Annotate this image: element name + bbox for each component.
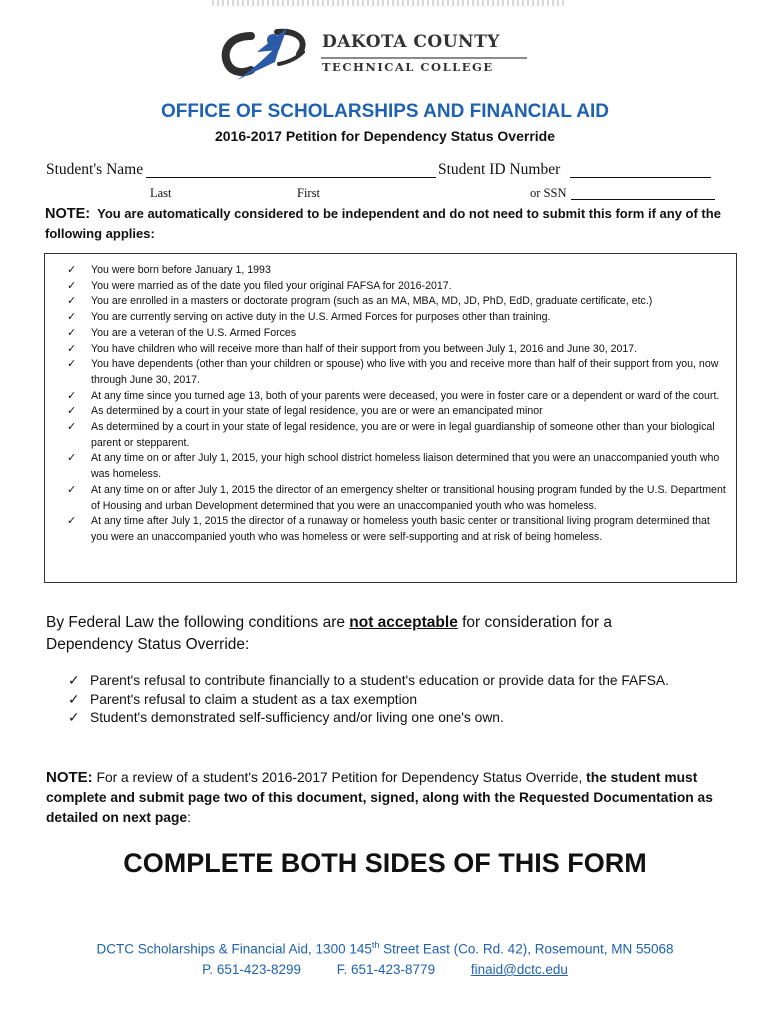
note2-bold-text: the student must complete and submit page two of this document, signed, along with the Requested Documentation as detailed on next page bbox=[46, 770, 713, 825]
note-text: You are automatically considered to be independent and do not need to submit this form if any of the following applies: bbox=[45, 206, 721, 241]
checkmark-icon: ✓ bbox=[67, 452, 77, 465]
footer-contacts bbox=[0, 962, 770, 977]
checkmark-icon: ✓ bbox=[67, 421, 77, 434]
criteria-item-text: You were married as of the date you filed your original FAFSA for 2016-2017. bbox=[91, 279, 452, 292]
criteria-item bbox=[67, 294, 729, 310]
address-superscript: th bbox=[371, 940, 380, 950]
student-name-field[interactable] bbox=[146, 177, 436, 178]
criteria-item-text: You are currently serving on active duty in the U.S. Armed Forces for purposes other than training. bbox=[91, 311, 551, 324]
college-logo bbox=[217, 24, 537, 88]
logo-text-line1: DAKOTA COUNTY bbox=[322, 32, 500, 52]
criteria-item bbox=[67, 326, 729, 342]
criteria-item bbox=[67, 483, 729, 514]
independence-criteria-box bbox=[44, 253, 737, 583]
checkmark-icon: ✓ bbox=[67, 279, 77, 292]
criteria-item-text: You are a veteran of the U.S. Armed Forces bbox=[91, 326, 297, 339]
checkmark-icon: ✓ bbox=[67, 358, 77, 371]
logo-divider bbox=[321, 57, 527, 59]
criteria-item bbox=[67, 404, 729, 420]
note2-text: For a review of a student's 2016-2017 Petition for Dependency Status Override, bbox=[96, 770, 587, 785]
student-name-label: Student's Name bbox=[46, 161, 144, 178]
criteria-item bbox=[67, 451, 729, 482]
footer-address bbox=[0, 940, 770, 957]
criteria-item bbox=[67, 389, 729, 405]
federal-text-start: By Federal Law the following conditions are bbox=[46, 614, 350, 631]
scan-top-edge bbox=[212, 0, 564, 6]
checkmark-icon: ✓ bbox=[67, 295, 77, 308]
condition-item bbox=[68, 691, 728, 710]
note2-end: : bbox=[187, 810, 191, 825]
criteria-item-text: You have children who will receive more than half of their support from you between July 1, 2016 and June 30, 2017. bbox=[91, 342, 638, 355]
unacceptable-conditions-list bbox=[68, 672, 728, 728]
address-start: DCTC Scholarships & Financial Aid, 1300 145 bbox=[96, 941, 372, 957]
criteria-item-text: As determined by a court in your state of legal residence, you are or were in legal guardianship of someone other than your biological parent or stepparent. bbox=[91, 421, 715, 449]
condition-item bbox=[68, 709, 728, 728]
complete-both-sides-banner: COMPLETE BOTH SIDES OF THIS FORM bbox=[123, 848, 647, 878]
criteria-item bbox=[67, 279, 729, 295]
checkmark-icon: ✓ bbox=[67, 311, 77, 324]
checkmark-icon: ✓ bbox=[67, 515, 77, 528]
checkmark-icon: ✓ bbox=[68, 691, 80, 707]
last-name-caption: Last bbox=[150, 186, 172, 200]
petition-title: 2016-2017 Petition for Dependency Status Override bbox=[214, 128, 555, 144]
criteria-item-text: You were born before January 1, 1993 bbox=[91, 264, 271, 276]
checkmark-icon: ✓ bbox=[67, 389, 77, 402]
checkmark-icon: ✓ bbox=[68, 710, 80, 726]
checkmark-icon: ✓ bbox=[67, 342, 77, 355]
criteria-item bbox=[67, 342, 729, 358]
phone-number: P. 651-423-8299 bbox=[202, 962, 301, 977]
email-link[interactable]: finaid@dctc.edu bbox=[470, 962, 568, 977]
dctc-swoosh-icon bbox=[217, 24, 317, 88]
criteria-item bbox=[67, 310, 729, 326]
checkmark-icon: ✓ bbox=[67, 264, 77, 276]
address-end: Street East (Co. Rd. 42), Rosemount, MN 55068 bbox=[379, 941, 674, 957]
office-heading: OFFICE OF SCHOLARSHIPS AND FINANCIAL AID bbox=[161, 101, 609, 122]
criteria-item-text: You have dependents (other than your children or spouse) who live with you and receive more than half of their support from you, now through June 30, 2017. bbox=[91, 358, 719, 386]
criteria-item-text: You are enrolled in a masters or doctorate program (such as an MA, MBA, MD, JD, PhD, EdD, graduate certificate, etc.) bbox=[91, 295, 653, 308]
criteria-item-text: At any time after July 1, 2015 the director of a runaway or homeless youth basic center or transitional living program determined that you were an unaccompanied youth who was homeless or were self-supporting and at risk of being homeless. bbox=[91, 515, 710, 543]
condition-item-text: Parent's refusal to claim a student as a tax exemption bbox=[90, 691, 418, 707]
checkmark-icon: ✓ bbox=[67, 326, 77, 339]
federal-text-end: for consideration for a Dependency Status Override: bbox=[46, 614, 613, 653]
logo-text-line2: TECHNICAL COLLEGE bbox=[322, 60, 494, 74]
federal-law-statement bbox=[46, 612, 686, 656]
student-id-field[interactable] bbox=[570, 177, 711, 178]
criteria-item bbox=[67, 357, 729, 388]
criteria-item bbox=[67, 514, 729, 545]
checkmark-icon: ✓ bbox=[68, 673, 80, 688]
note2-label: NOTE: bbox=[46, 769, 93, 786]
fax-number: F. 651-423-8779 bbox=[336, 962, 436, 977]
condition-item-text: Student's demonstrated self-sufficiency and/or living one one's own. bbox=[90, 710, 504, 726]
note-label: NOTE: bbox=[45, 206, 91, 222]
checkmark-icon: ✓ bbox=[67, 483, 77, 496]
not-acceptable-emphasis: not acceptable bbox=[349, 614, 458, 631]
criteria-item-text: As determined by a court in your state of legal residence, you are or were an emancipated minor bbox=[91, 405, 543, 418]
criteria-item bbox=[67, 263, 729, 279]
independence-note bbox=[45, 204, 735, 244]
criteria-item bbox=[67, 420, 729, 451]
checkmark-icon: ✓ bbox=[67, 405, 77, 418]
review-note bbox=[46, 768, 736, 828]
ssn-field[interactable] bbox=[571, 199, 715, 200]
criteria-item-text: At any time on or after July 1, 2015 the director of an emergency shelter or transitional housing program funded by the U.S. Department of Housing and urban Development determined that you were an unaccompanied youth who was homeless. bbox=[91, 483, 726, 512]
criteria-item-text: At any time on or after July 1, 2015, your high school district homeless liaison determined that you were an unaccompanied youth who was homeless. bbox=[91, 452, 720, 481]
student-id-label: Student ID Number bbox=[438, 161, 561, 178]
condition-item bbox=[68, 672, 728, 691]
first-name-caption: First bbox=[297, 186, 320, 200]
criteria-item-text: At any time since you turned age 13, both of your parents were deceased, you were in foster care or a dependent or ward of the court. bbox=[91, 389, 720, 402]
condition-item-text: Parent's refusal to contribute financially to a student's education or provide data for the FAFSA. bbox=[90, 673, 669, 688]
ssn-label: or SSN bbox=[530, 186, 567, 200]
criteria-list bbox=[67, 263, 729, 546]
